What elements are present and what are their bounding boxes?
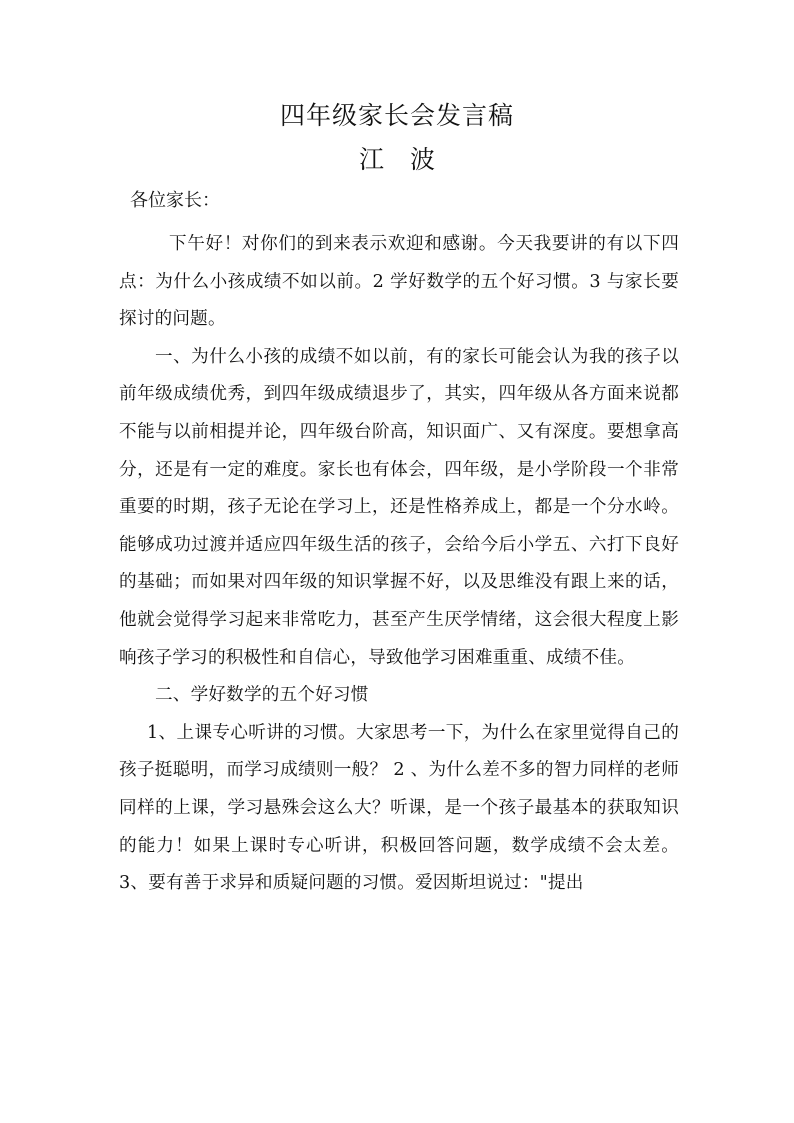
paragraph-section-one: 一、为什么小孩的成绩不如以前，有的家长可能会认为我的孩子以前年级成绩优秀，到四年级成绩退步了，其实，四年级从各方面来说都不能与以前相提并论，四年级台阶高，知识面广、又有深度。要想拿高分，还是有一定的难度。家长也有体会，四年级，是小学阶段一个非常重要的时期，孩子无论在学习上，还是性格养成上，都是一个分水岭。能够成功过渡并适应四年级生活的孩子，会给今后小学五、六打下良好的基础；而如果对四年级的知识掌握不好，以及思维没有跟上来的话，他就会觉得学习起来非常吃力，甚至产生厌学情绪，这会很大程度上影响孩子学习的积极性和自信心，导致他学习困难重重、成绩不佳。 bbox=[119, 346, 679, 668]
paragraph-habits: 1、上课专心听讲的习惯。大家思考一下，为什么在家里觉得自己的孩子挺聪明，而学习成绩则一般？ 2 、为什么差不多的智力同样的老师同样的上课，学习悬殊会这么大？听课，是一个孩子最基本的获取知识的能力！如果上课时专心听讲，积极回答问题，数学成绩不会太差。3、要有善于求异和质疑问题的习惯。爱因斯坦说过："提出 bbox=[119, 722, 679, 894]
section-heading-two: 二、学好数学的五个好习惯 bbox=[155, 685, 369, 706]
document-body bbox=[119, 226, 679, 903]
salutation: 各位家长： bbox=[130, 190, 220, 211]
author-given-name: 波 bbox=[410, 145, 436, 174]
document-title: 四年级家长会发言稿 bbox=[279, 101, 514, 130]
author-surname: 江 bbox=[358, 145, 384, 174]
author-name bbox=[0, 142, 794, 178]
paragraph-greeting: 下午好！对你们的到来表示欢迎和感谢。今天我要讲的有以下四点：为什么小孩成绩不如以前。2 学好数学的五个好习惯。3 与家长要探讨的问题。 bbox=[119, 234, 679, 330]
